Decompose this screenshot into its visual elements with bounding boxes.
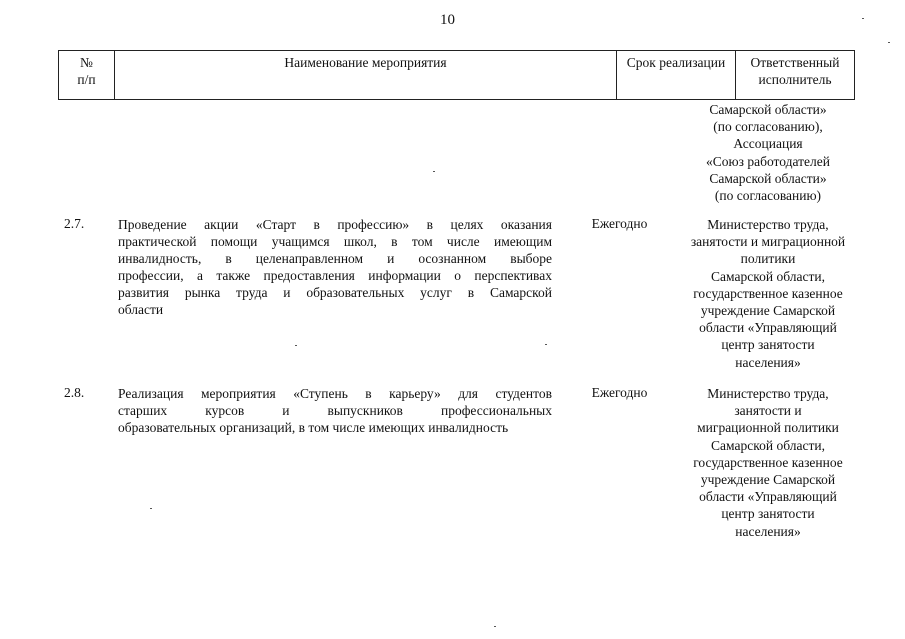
- row-number: 2.8.: [64, 385, 85, 400]
- header-responsible-label: Ответственный: [750, 55, 840, 70]
- header-responsible-sublabel: исполнитель: [758, 72, 832, 87]
- responsible-line: Самарской области»: [709, 102, 827, 117]
- table-header: [58, 50, 855, 100]
- responsible-line: занятости и: [734, 403, 802, 419]
- responsible-line: учреждение Самарской: [700, 472, 836, 488]
- responsible-line: области «Управляющий: [699, 489, 837, 505]
- responsible-line: Самарской области»: [709, 170, 827, 186]
- responsible-line: населения»: [735, 523, 801, 539]
- responsible-line: Ассоциация: [733, 136, 803, 152]
- header-term-label: Срок реализации: [626, 55, 726, 70]
- row-description: [118, 385, 552, 436]
- responsible-line: центр занятости: [721, 506, 815, 522]
- description-line: практической помощи учащимся школ, в том числе имеющим: [118, 234, 552, 249]
- row-number: 2.7.: [64, 216, 85, 231]
- responsible-line: учреждение Самарской: [700, 303, 836, 319]
- responsible-line: центр занятости: [721, 337, 815, 353]
- scan-speck: [150, 508, 152, 509]
- row-responsible: [680, 385, 856, 540]
- description-line: образовательных организаций, в том числе имеющих инвалидность: [118, 420, 509, 435]
- header-name-label: Наименование мероприятия: [284, 55, 447, 70]
- scan-speck: [494, 626, 496, 627]
- responsible-line: населения»: [735, 354, 801, 370]
- description-line: Проведение акции «Старт в профессию» в целях оказания: [118, 217, 552, 232]
- scan-speck: [433, 171, 435, 172]
- responsible-line: государственное казенное: [693, 285, 843, 301]
- scan-speck: [295, 345, 297, 346]
- responsible-line: «Союз работодателей: [706, 153, 830, 169]
- row-description: [118, 216, 552, 318]
- responsible-line: Самарской области,: [711, 437, 825, 453]
- responsible-line: миграционной политики: [697, 420, 839, 436]
- responsible-line: (по согласованию),: [713, 119, 823, 135]
- header-responsible-cell: [736, 51, 854, 99]
- row-term: Ежегодно: [591, 385, 648, 400]
- row-term: Ежегодно: [591, 216, 648, 231]
- header-number-sublabel: п/п: [77, 72, 96, 87]
- continued-responsible-cell: [680, 101, 856, 204]
- scan-speck: [545, 344, 547, 345]
- header-number-label: №: [80, 55, 93, 70]
- responsible-line: (по согласованию): [714, 188, 822, 204]
- description-line: развития рынка труда и образовательных услуг в Самарской: [118, 285, 552, 300]
- responsible-line: занятости и миграционной: [690, 234, 846, 250]
- page-number: 10: [440, 12, 455, 28]
- responsible-line: политики: [740, 251, 796, 267]
- responsible-line: Министерство труда,: [707, 386, 829, 401]
- header-name-cell: [115, 51, 617, 99]
- responsible-line: Министерство труда,: [707, 217, 829, 232]
- header-number-cell: [59, 51, 115, 99]
- description-line: области: [118, 302, 164, 317]
- description-line: Реализация мероприятия «Ступень в карьеру» для студентов: [118, 386, 552, 401]
- description-line: инвалидность, в целенаправленном и осознанном выборе: [118, 251, 552, 266]
- responsible-line: области «Управляющий: [699, 320, 837, 336]
- description-line: профессии, а также предоставления информации о перспективах: [118, 268, 552, 283]
- header-term-cell: [617, 51, 736, 99]
- scan-speck: [888, 42, 890, 43]
- responsible-line: государственное казенное: [693, 454, 843, 470]
- row-responsible: [680, 216, 856, 371]
- description-line: старших курсов и выпускников профессиональных: [118, 403, 552, 418]
- scan-speck: [862, 18, 864, 19]
- responsible-line: Самарской области,: [711, 268, 825, 284]
